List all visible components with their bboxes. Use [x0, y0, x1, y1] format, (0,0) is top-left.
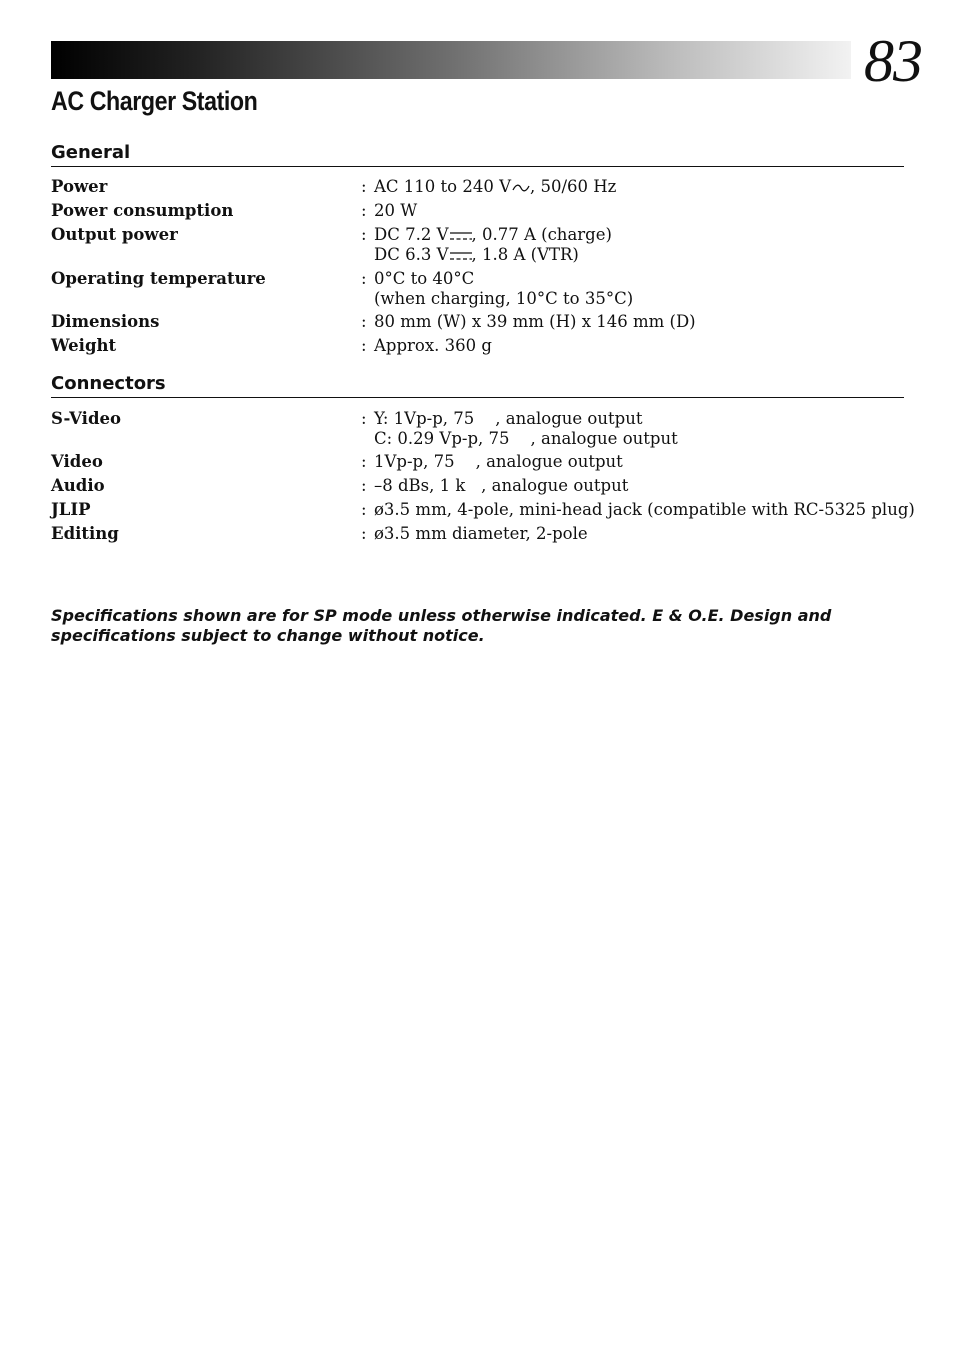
connectors-spec-list: [51, 409, 915, 548]
page-title: AC Charger Station: [51, 86, 258, 116]
spec-label: Dimensions: [51, 312, 160, 331]
spec-label: Power: [51, 177, 108, 196]
spec-value: [374, 225, 911, 265]
spec-row-audio: [51, 476, 911, 500]
spec-label: S-Video: [51, 409, 121, 428]
section-heading-connectors: Connectors: [51, 373, 904, 398]
spec-label: Audio: [51, 476, 105, 495]
spec-value: [374, 452, 911, 472]
spec-value: [374, 409, 911, 449]
spec-row-weight: [51, 336, 911, 360]
spec-label: Weight: [51, 336, 117, 355]
spec-value-line: ø3.5 mm diameter, 2-pole: [374, 524, 588, 543]
spec-colon: :: [361, 452, 367, 471]
spec-value: [374, 336, 911, 356]
specifications-footnote: Specifications shown are for SP mode unless otherwise indicated. E & O.E. Design and specifications subject to change without notice.: [51, 606, 832, 645]
spec-row-operating-temperature: [51, 269, 911, 312]
spec-value: [374, 177, 911, 197]
spec-value: [374, 500, 915, 520]
spec-value: [374, 524, 911, 544]
spec-row-jlip: [51, 500, 915, 524]
spec-colon: :: [361, 269, 367, 288]
spec-value-line: Approx. 360 g: [374, 336, 492, 355]
spec-label: Video: [51, 452, 103, 471]
spec-colon: :: [361, 201, 367, 220]
ac-symbol-icon: [512, 183, 530, 193]
spec-colon: :: [361, 476, 367, 495]
spec-value-line: DC 6.3 V , 1.8 A (VTR): [374, 245, 579, 264]
spec-value-line: 1Vp-p, 75 , analogue output: [374, 452, 623, 471]
spec-label: Editing: [51, 524, 119, 543]
spec-row-power-consumption: [51, 201, 911, 225]
spec-value-line: AC 110 to 240 V , 50/60 Hz: [374, 177, 617, 196]
spec-row-editing: [51, 524, 911, 548]
spec-colon: :: [361, 336, 367, 355]
spec-value-line: 80 mm (W) x 39 mm (H) x 146 mm (D): [374, 312, 696, 331]
spec-colon: :: [361, 225, 367, 244]
spec-value-line: C: 0.29 Vp-p, 75 , analogue output: [374, 429, 678, 448]
spec-value-line: ø3.5 mm, 4-pole, mini-head jack (compatible with RC-5325 plug): [374, 500, 915, 519]
dc-symbol-icon: [450, 251, 472, 261]
spec-value: [374, 201, 911, 221]
spec-row-output-power: [51, 225, 911, 269]
spec-value: [374, 476, 911, 496]
spec-label: JLIP: [51, 500, 91, 519]
spec-row-dimensions: [51, 312, 911, 336]
spec-colon: :: [361, 409, 367, 428]
spec-value-line: 20 W: [374, 201, 418, 220]
spec-colon: :: [361, 500, 367, 519]
spec-row-s-video: [51, 409, 911, 452]
spec-value-line: DC 7.2 V , 0.77 A (charge): [374, 225, 612, 244]
spec-value-line: (when charging, 10°C to 35°C): [374, 289, 634, 308]
spec-value: [374, 312, 911, 332]
spec-row-video: [51, 452, 911, 476]
section-heading-general: General: [51, 142, 904, 167]
spec-row-power: [51, 177, 911, 201]
spec-colon: :: [361, 312, 367, 331]
spec-label: Output power: [51, 225, 178, 244]
spec-value: [374, 269, 911, 309]
spec-label: Operating temperature: [51, 269, 266, 288]
spec-value-line: 0°C to 40°C: [374, 269, 475, 288]
spec-value-line: Y: 1Vp-p, 75 , analogue output: [374, 409, 643, 428]
spec-colon: :: [361, 524, 367, 543]
header-gradient-bar: [51, 41, 851, 79]
dc-symbol-icon: [450, 231, 472, 241]
spec-label: Power consumption: [51, 201, 234, 220]
page-number: 83: [864, 28, 922, 94]
spec-colon: :: [361, 177, 367, 196]
general-spec-list: [51, 177, 911, 360]
spec-value-line: –8 dBs, 1 k , analogue output: [374, 476, 629, 495]
